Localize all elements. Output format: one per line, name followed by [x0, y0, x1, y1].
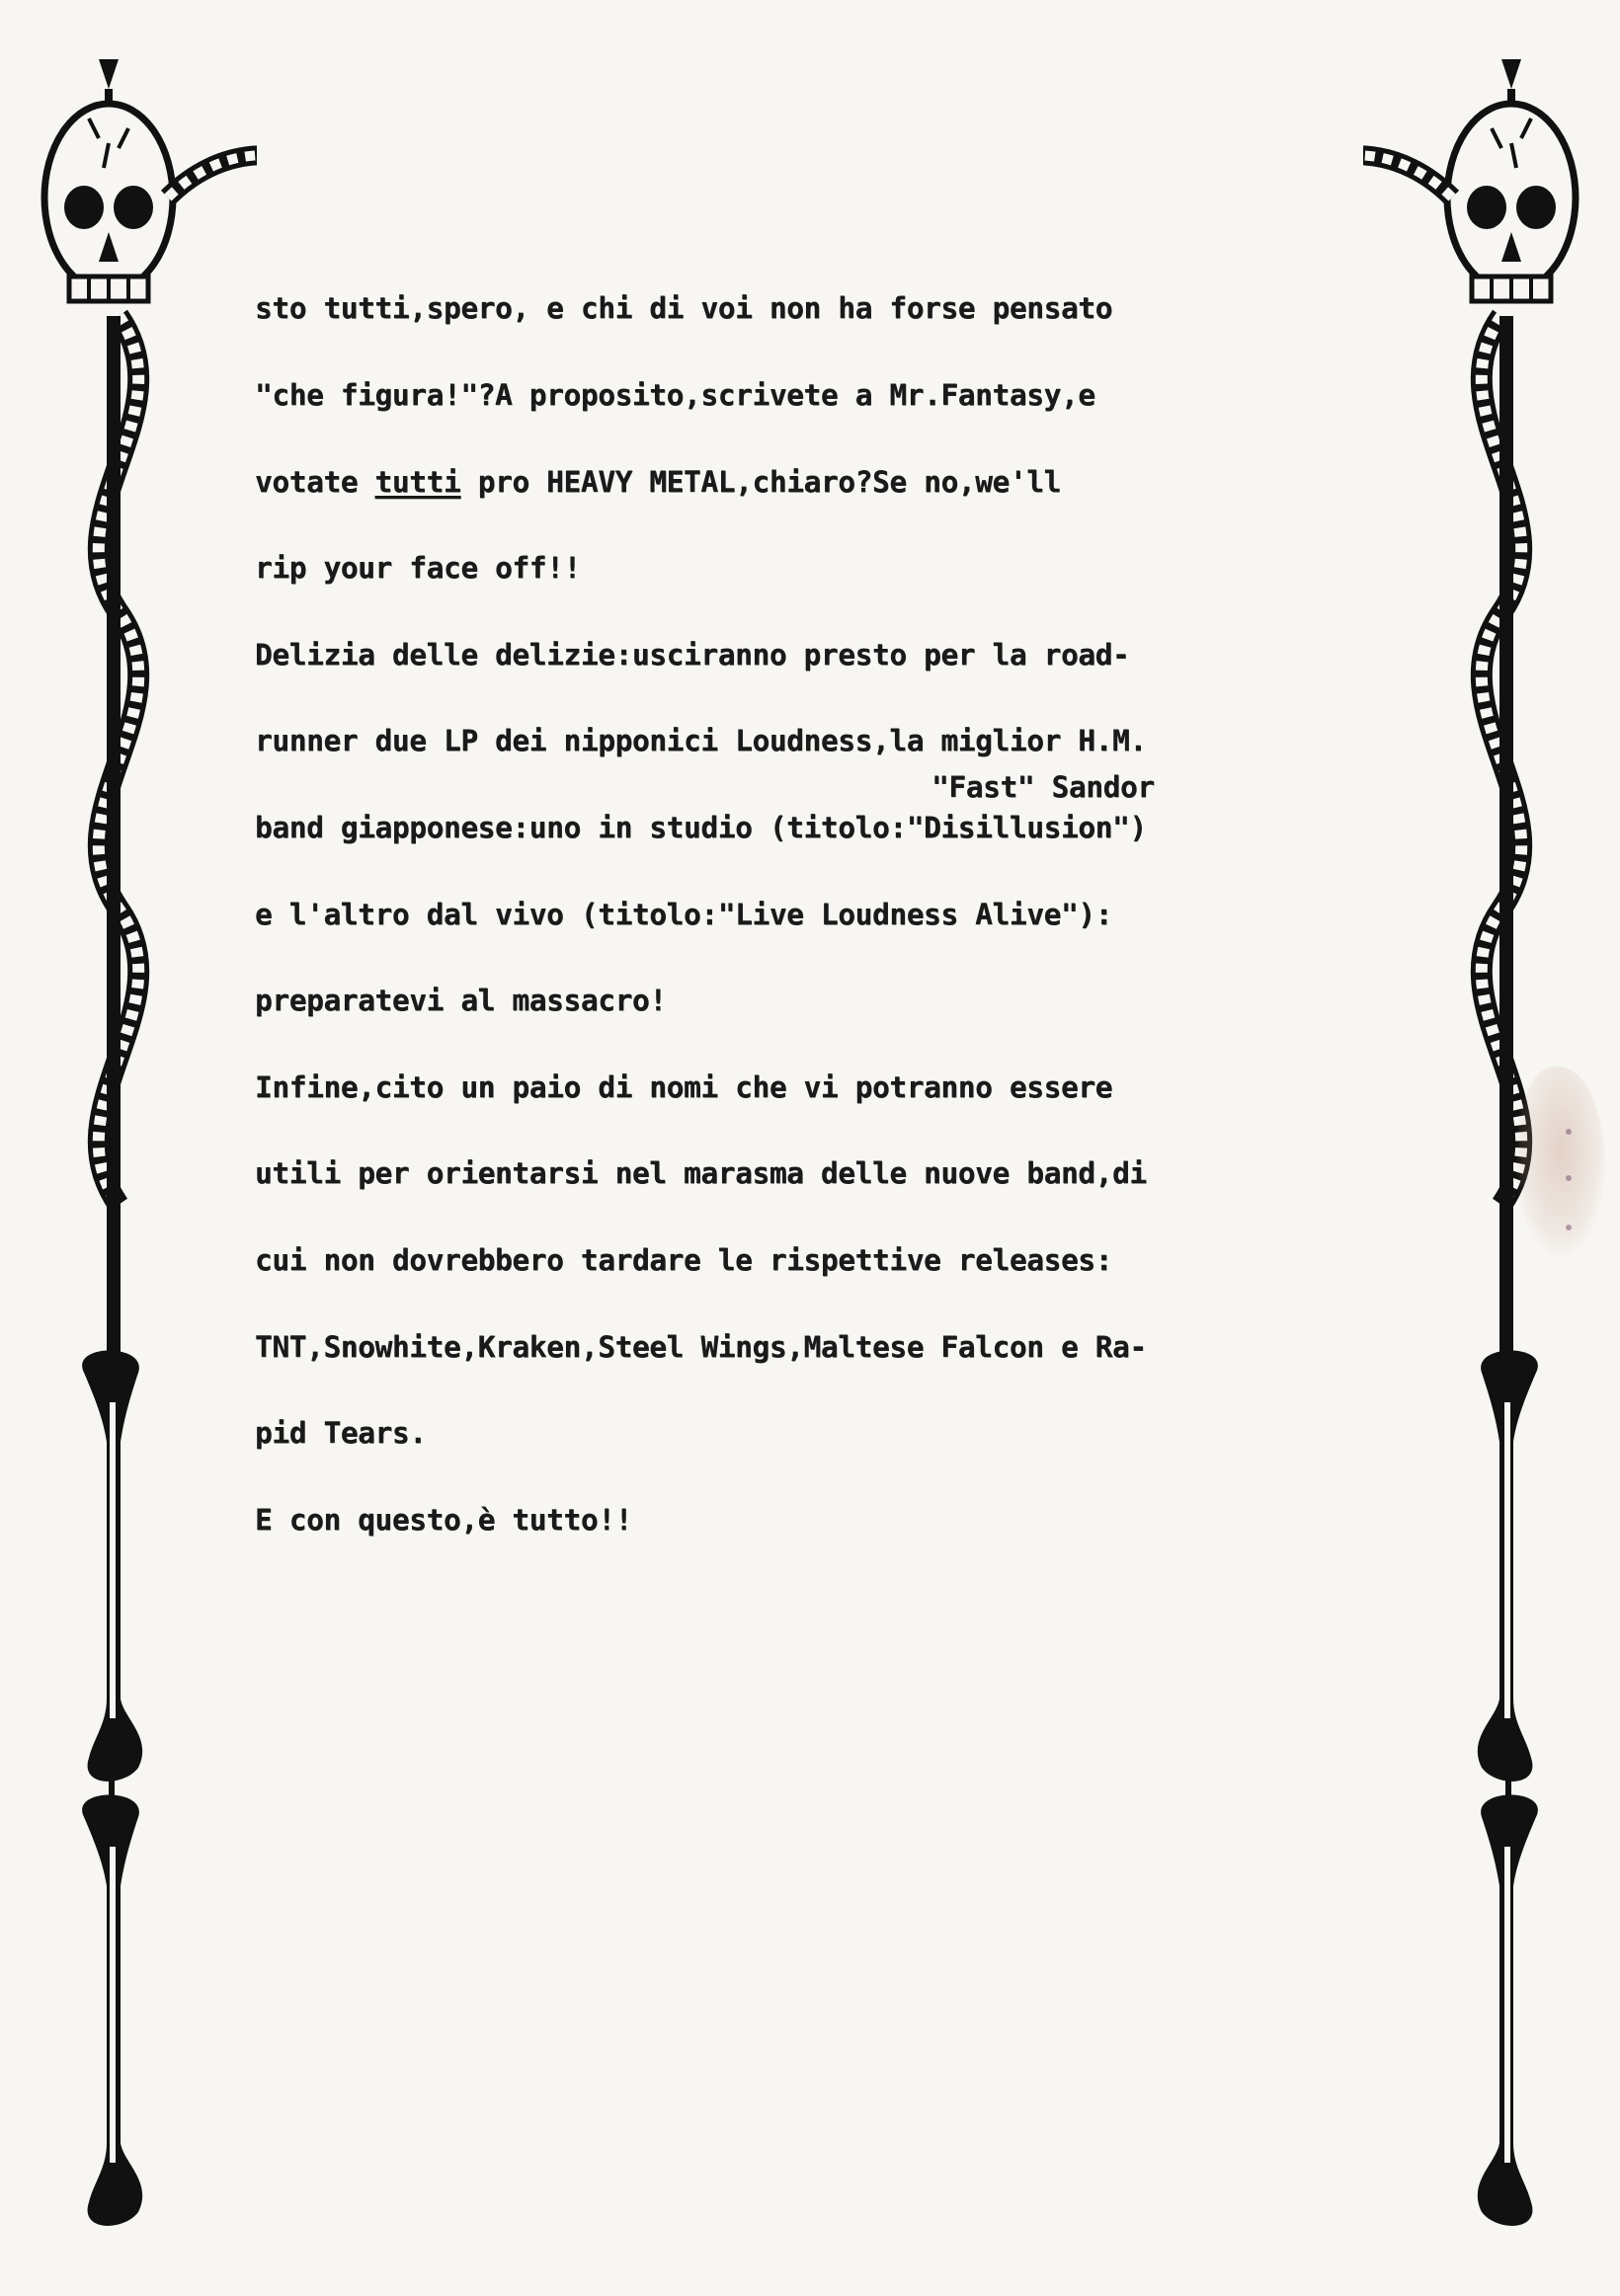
text-line: "che figura!"?A proposito,scrivete a Mr.Fantasy,e [255, 378, 1095, 412]
text-segment: pro HEAVY METAL,chiaro?Se no,we'll [460, 464, 1061, 499]
text-line: E con questo,è tutto!! [255, 1502, 632, 1537]
text-line: utili per orientarsi nel marasma delle nuove band,di [255, 1156, 1147, 1191]
pin-hole [1566, 1175, 1572, 1181]
author-signature: "Fast" Sandor [932, 770, 1155, 804]
text-line: band giapponese:uno in studio (titolo:"Disillusion") [255, 810, 1147, 844]
text-line: TNT,Snowhite,Kraken,Steel Wings,Maltese Falcon e Ra- [255, 1329, 1147, 1364]
spine-icon [107, 316, 121, 1353]
skull-icon [44, 59, 173, 301]
skull-icon [1447, 59, 1576, 301]
spine-icon [1499, 316, 1513, 1353]
snake-icon [1363, 155, 1521, 1205]
pin-hole [1566, 1129, 1572, 1135]
text-line: Infine,cito un paio di nomi che vi potranno essere [255, 1069, 1113, 1104]
text-line: sto tutti,spero, e chi di voi non ha forse pensato [255, 291, 1113, 326]
typewritten-article [255, 237, 1361, 1592]
bone-icon [82, 1795, 142, 2226]
text-line: Delizia delle delizie:usciranno presto per la road- [255, 637, 1130, 672]
pin-hole [1566, 1225, 1572, 1230]
text-line: runner due LP dei nipponici Loudness,la miglior H.M. [255, 724, 1147, 758]
text-line: e l'altro dal vivo (titolo:"Live Loudness Alive"): [255, 897, 1113, 931]
text-segment: votate [255, 464, 375, 499]
snake-icon [99, 155, 257, 1205]
underlined-emphasis: tutti [374, 464, 461, 499]
text-line: preparatevi al massacro! [255, 984, 667, 1018]
skull-snake-bone-border-left [30, 0, 257, 2296]
text-line: pid Tears. [255, 1416, 427, 1451]
text-line: rip your face off!! [255, 551, 581, 586]
text-line [255, 464, 1361, 499]
bone-icon [1478, 1351, 1538, 1781]
text-line: cui non dovrebbero tardare le rispettive releases: [255, 1242, 1113, 1277]
bone-icon [1478, 1795, 1538, 2226]
bone-icon [82, 1351, 142, 1781]
coffee-stain [1516, 1067, 1605, 1254]
